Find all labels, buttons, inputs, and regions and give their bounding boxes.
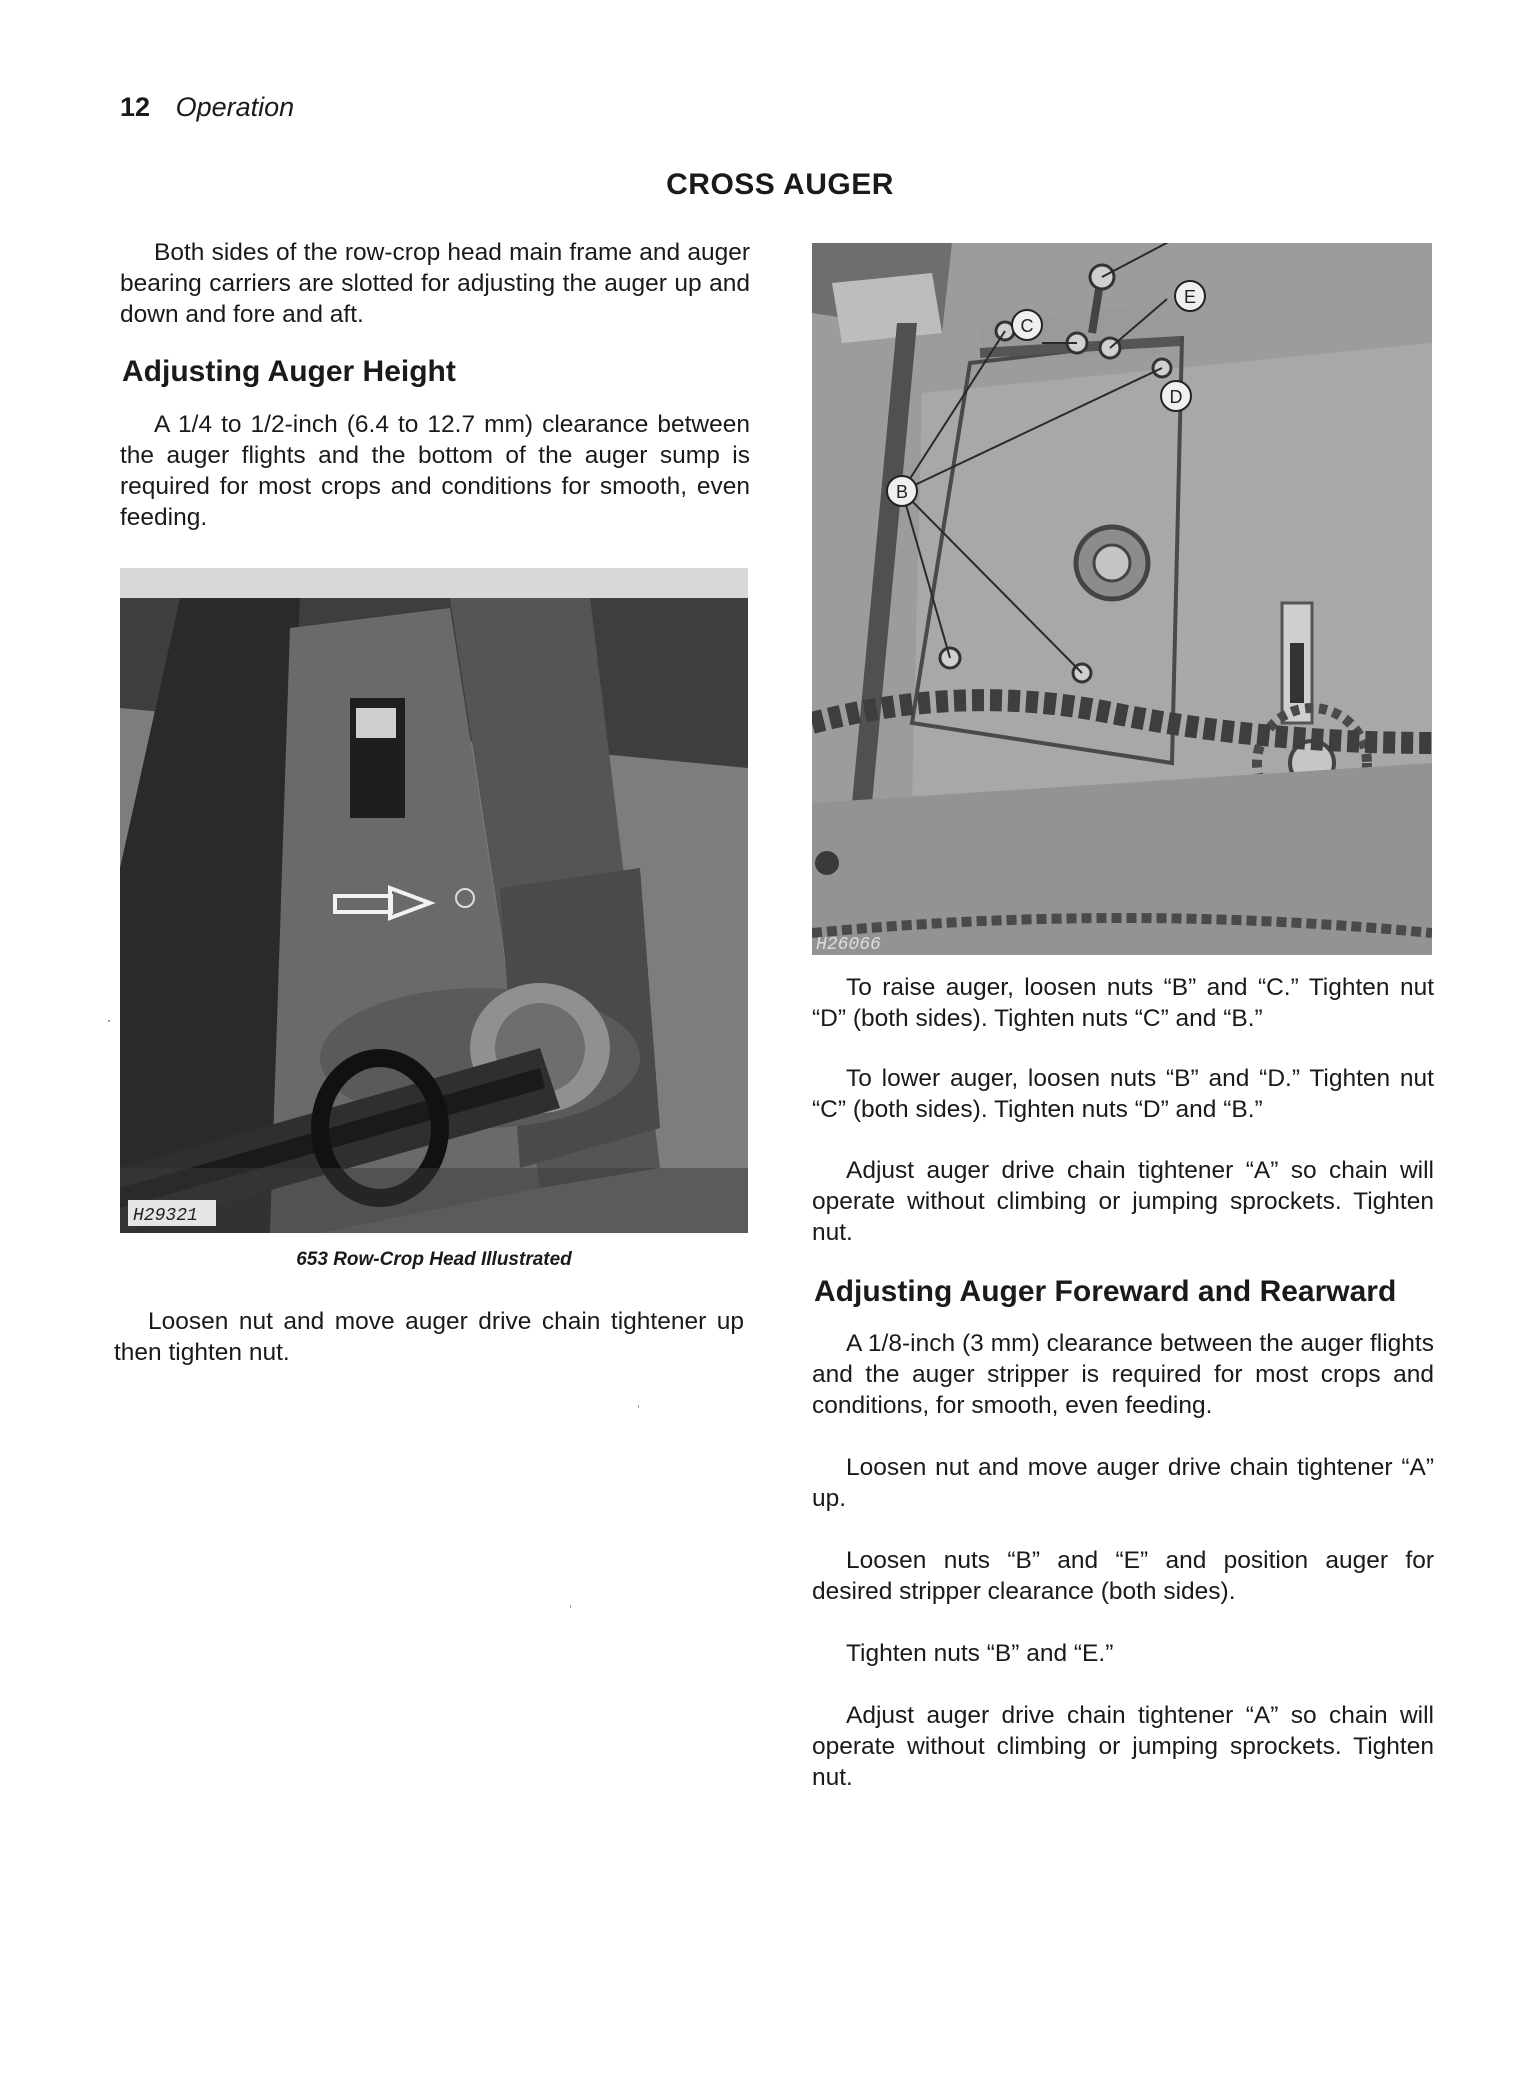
height-paragraph: A 1/4 to 1/2-inch (6.4 to 12.7 mm) clearance between the auger flights and the bottom of the auger sump is required for most crops and conditions for smooth, even feeding. xyxy=(120,411,750,531)
tighten-be-paragraph: Tighten nuts “B” and “E.” xyxy=(846,1640,1114,1667)
loosen-be-paragraph: Loosen nuts “B” and “E” and position auger for desired stripper clearance (both sides). xyxy=(812,1547,1434,1605)
photo-id-label: H29321 xyxy=(133,1206,198,1226)
svg-text:D: D xyxy=(1169,387,1183,407)
height-heading: Adjusting Auger Height xyxy=(122,355,456,388)
raise-paragraph: To raise auger, loosen nuts “B” and “C.” Tighten nut “D” (both sides). Tighten nuts “C” and “B.” xyxy=(812,974,1434,1032)
adjust-paragraph-2: Adjust auger drive chain tightener “A” so chain will operate without climbing or jumping sprockets. Tighten nut. xyxy=(812,1702,1434,1791)
callout-c xyxy=(1012,310,1042,340)
scan-speck xyxy=(570,1605,571,1608)
scan-speck xyxy=(108,1020,110,1022)
photo-caption: 653 Row-Crop Head Illustrated xyxy=(296,1249,572,1270)
section-name: Operation xyxy=(175,92,295,122)
row-crop-head-illustration xyxy=(120,568,748,1233)
fore-rear-paragraph: A 1/8-inch (3 mm) clearance between the auger flights and the auger stripper is required for most crops and conditions, for smooth, even feeding. xyxy=(812,1330,1434,1419)
callout-e xyxy=(1175,281,1205,311)
photo-id-label: H26066 xyxy=(816,935,881,955)
auger-adjustment-photo xyxy=(812,243,1432,955)
section-title: CROSS AUGER xyxy=(666,168,894,201)
adjust-paragraph-1: Adjust auger drive chain tightener “A” so chain will operate without climbing or jumping sprockets. Tighten nut. xyxy=(812,1157,1434,1246)
page-header xyxy=(120,92,294,123)
loosen-a-paragraph: Loosen nut and move auger drive chain tightener “A” up. xyxy=(812,1454,1434,1512)
loosen-paragraph: Loosen nut and move auger drive chain tightener up then tighten nut. xyxy=(114,1308,744,1366)
svg-text:B: B xyxy=(895,482,909,502)
svg-text:E: E xyxy=(1183,287,1197,307)
intro-paragraph: Both sides of the row-crop head main frame and auger bearing carriers are slotted for adjusting the auger up and down and fore and aft. xyxy=(120,239,750,328)
fore-rear-heading: Adjusting Auger Foreward and Rearward xyxy=(814,1275,1397,1308)
lower-paragraph: To lower auger, loosen nuts “B” and “D.” Tighten nut “C” (both sides). Tighten nuts “D” and “B.” xyxy=(812,1065,1434,1123)
svg-text:C: C xyxy=(1020,316,1034,336)
page-number: 12 xyxy=(120,92,151,122)
auger-adjustment-illustration xyxy=(812,243,1432,955)
callout-d xyxy=(1161,381,1191,411)
scan-speck xyxy=(638,1405,639,1408)
row-crop-head-photo xyxy=(120,568,748,1233)
callout-b xyxy=(887,476,917,506)
